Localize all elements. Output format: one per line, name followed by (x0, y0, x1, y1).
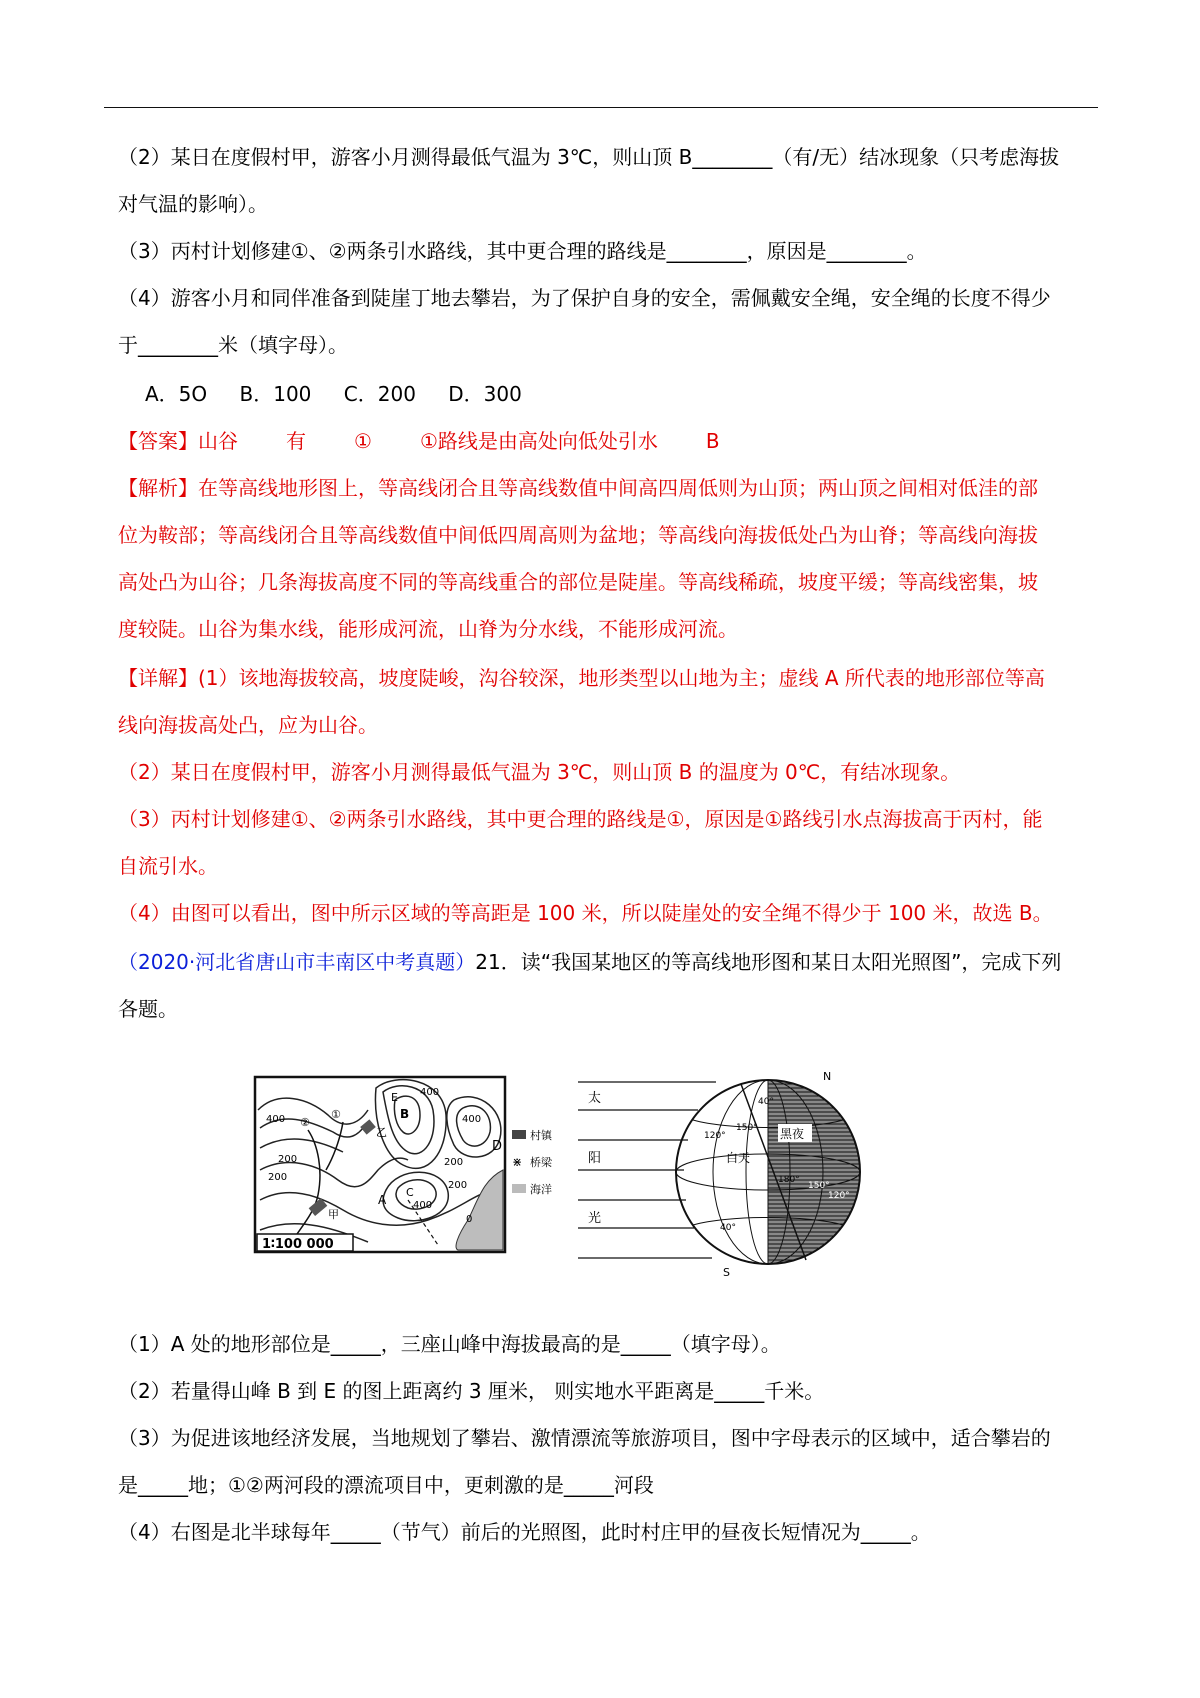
contour-label: 200 (444, 1157, 464, 1168)
option-c: C．200 (343, 382, 416, 406)
night-label: 黑夜 (780, 1127, 805, 1141)
question-source: （2020·河北省唐山市丰南区中考真题） (118, 950, 476, 974)
point-a: A (378, 1193, 387, 1207)
detail-line-5: 自流引水。 (118, 854, 218, 878)
degree-label: 40° (720, 1223, 736, 1233)
contour-label: 200 (268, 1172, 288, 1183)
detail-line-3: （2）某日在度假村甲，游客小月测得最低气温为 3℃，则山顶 B 的温度为 0℃，有结冰现象。 (118, 760, 961, 784)
answer-part: B (705, 429, 720, 453)
sub-question-1: （1）A 处的地形部位是_____，三座山峰中海拔最高的是_____（填字母）。 (118, 1332, 781, 1356)
river-section-1: ① (331, 1108, 341, 1121)
detail-line-4: （3）丙村计划修建①、②两条引水路线，其中更合理的路线是①，原因是①路线引水点海拔高于丙村，能 (118, 807, 1043, 831)
sub-question-3-line-2: 是_____地；①②两河段的漂流项目中，更刺激的是_____河段 (118, 1473, 654, 1497)
analysis-line-1 (118, 474, 1038, 502)
question-21-line-2: 各题。 (118, 997, 178, 1021)
answer-part: 有 (286, 429, 306, 453)
sun-label-yang: 阳 (588, 1151, 602, 1166)
figure-svg (248, 1070, 888, 1295)
question-3: （3）丙村计划修建①、②两条引水路线，其中更合理的路线是________，原因是________。 (118, 239, 927, 263)
river-section-2: ② (300, 1116, 310, 1129)
answer-part: ①路线是由高处向低处引水 (419, 429, 658, 453)
sub-question-3-line-1: （3）为促进该地经济发展，当地规划了攀岩、激情漂流等旅游项目，图中字母表示的区域中，适合攀岩的 (118, 1426, 1051, 1450)
contour-label: 200 (448, 1180, 468, 1191)
label-jia: 甲 (328, 1208, 339, 1221)
detail-text: (1）该地海拔较高，坡度陡峻，沟谷较深，地形类型以山地为主；虚线 A 所代表的地形部位等高 (198, 666, 1045, 690)
analysis-text: 在等高线地形图上，等高线闭合且等高线数值中间高四周低则为山顶；两山顶之间相对低洼的部 (198, 476, 1038, 500)
contour-label: 200 (278, 1154, 298, 1165)
question-2-line-2: 对气温的影响）。 (118, 192, 268, 216)
label-yi: 乙 (376, 1126, 387, 1139)
sub-question-4: （4）右图是北半球每年_____（节气）前后的光照图，此时村庄甲的昼夜长短情况为_____。 (118, 1520, 931, 1544)
point-b: B (400, 1107, 410, 1121)
legend-ocean: 海洋 (530, 1183, 552, 1196)
degree-label: 120° (828, 1191, 850, 1201)
option-b: B．100 (239, 382, 312, 406)
map-scale: 1∶100 000 (262, 1237, 334, 1252)
sun-label-guang: 光 (588, 1211, 602, 1226)
bridge-icon: ⋇ (512, 1155, 523, 1169)
point-d: D (492, 1139, 503, 1154)
contour-label: 400 (266, 1114, 286, 1125)
contour-label: 400 (420, 1087, 440, 1098)
analysis-label: 【解析】 (118, 476, 198, 500)
question-4-line-2: 于________米（填字母）。 (118, 333, 348, 357)
degree-label: 150° (808, 1181, 830, 1191)
analysis-line-4: 度较陡。山谷为集水线，能形成河流，山脊为分水线，不能形成河流。 (118, 617, 738, 641)
contour-label: 400 (413, 1200, 433, 1211)
options-row (145, 380, 522, 408)
detail-label: 【详解】 (118, 666, 198, 690)
sunlight-diagram (578, 1070, 860, 1279)
answer-part: 山谷 (198, 429, 238, 453)
contour-map (255, 1077, 553, 1252)
degree-label: 150° (736, 1123, 758, 1133)
detail-line-1 (118, 664, 1045, 692)
header-rule (104, 107, 1098, 108)
point-c: C (406, 1186, 414, 1199)
option-a: A．5O (145, 382, 208, 406)
sun-label-tai: 太 (588, 1091, 602, 1106)
sub-question-2: （2）若量得山峰 B 到 E 的图上距离约 3 厘米， 则实地水平距离是_____千米。 (118, 1379, 825, 1403)
degree-label: 40° (758, 1097, 774, 1107)
analysis-line-3: 高处凸为山谷；几条海拔高度不同的等高线重合的部位是陡崖。等高线稀疏，坡度平缓；等高线密集，坡 (118, 570, 1038, 594)
legend-bridge: 桥梁 (530, 1156, 552, 1169)
north-pole: N (823, 1070, 832, 1083)
question-4-line-1: （4）游客小月和同伴准备到陡崖丁地去攀岩，为了保护自身的安全，需佩戴安全绳，安全绳的长度不得少 (118, 286, 1051, 310)
question-figure (248, 1070, 888, 1299)
contour-label: 0 (466, 1214, 473, 1225)
detail-line-6: （4）由图可以看出，图中所示区域的等高距是 100 米，所以陡崖处的安全绳不得少于 100 米，故选 B。 (118, 901, 1053, 925)
degree-label: 120° (704, 1131, 726, 1141)
day-label: 白天 (726, 1151, 751, 1165)
question-2-line-1: （2）某日在度假村甲，游客小月测得最低气温为 3℃，则山顶 B________（有/无）结冰现象（只考虑海拔 (118, 145, 1060, 169)
analysis-line-2: 位为鞍部；等高线闭合且等高线数值中间低四周高则为盆地；等高线向海拔低处凸为山脊；等高线向海拔 (118, 523, 1038, 547)
legend-village: 村镇 (530, 1129, 552, 1142)
point-e: E (391, 1091, 398, 1104)
question-21-text: 21．读“我国某地区的等高线地形图和某日太阳光照图”，完成下列 (475, 950, 1062, 974)
south-pole: S (723, 1266, 730, 1279)
question-21-line-1 (118, 948, 1061, 976)
option-d: D．300 (448, 382, 522, 406)
answer-label: 【答案】 (118, 429, 198, 453)
contour-label: 400 (462, 1114, 482, 1125)
degree-label: 180° (778, 1175, 800, 1185)
answer-line (118, 427, 720, 455)
detail-line-2: 线向海拔高处凸，应为山谷。 (118, 713, 378, 737)
answer-part: ① (354, 429, 372, 453)
